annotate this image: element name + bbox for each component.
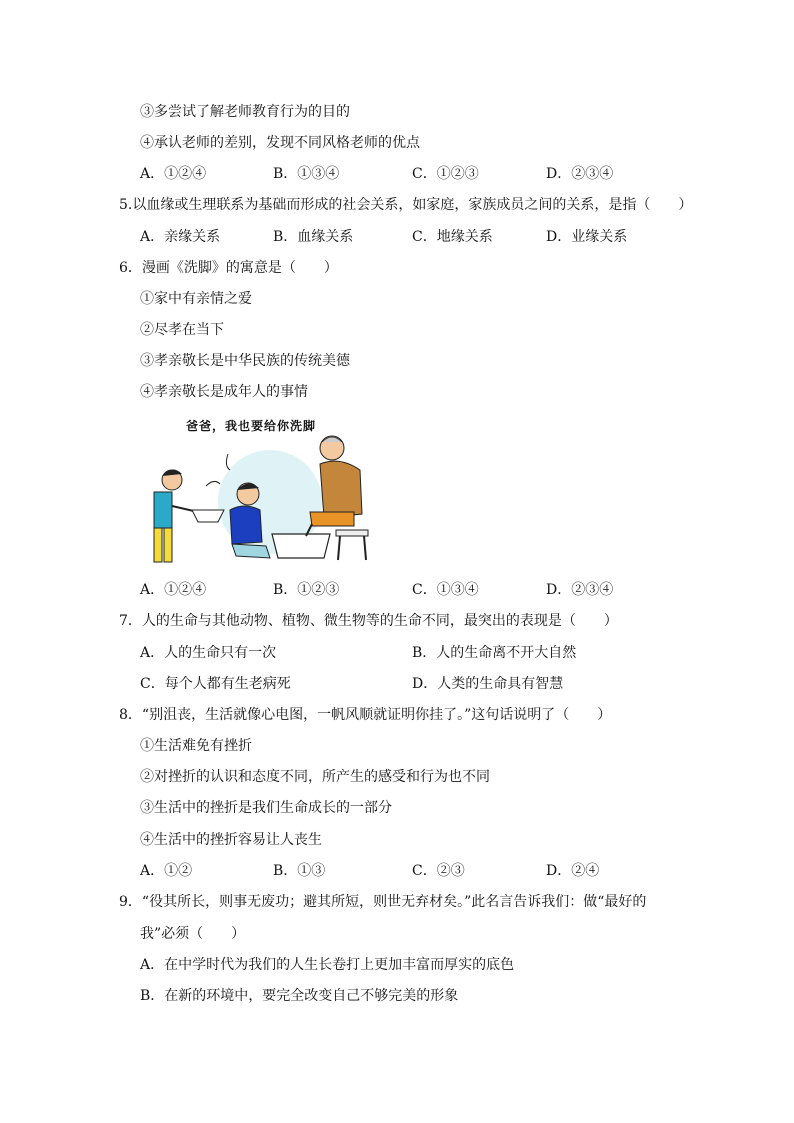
- q9-option-b: B．在新的环境中，要完全改变自己不够完美的形象: [140, 988, 459, 1004]
- q7-option-d: D．人类的生命具有智慧: [412, 676, 564, 692]
- q7-option-c: C．每个人都有生老病死: [140, 676, 291, 692]
- q6-statement-1: ①家中有亲情之爱: [140, 291, 252, 307]
- q6-option-c: C．①③④: [412, 582, 479, 598]
- q8-stem: 8．“别沮丧，生活就像心电图，一帆风顺就证明你挂了。”这句话说明了（ ）: [119, 707, 612, 723]
- q4-option-b: B．①③④: [273, 166, 340, 182]
- q8-statement-4: ④生活中的挫折容易让人丧生: [140, 832, 322, 848]
- cartoon-caption: 爸爸，我也要给你洗脚: [186, 419, 317, 433]
- q7-option-a: A．人的生命只有一次: [140, 645, 277, 661]
- q4-statement-4: ④承认老师的差别，发现不同风格老师的优点: [140, 135, 420, 151]
- q8-option-b: B．①③: [273, 863, 326, 879]
- q4-option-d: D．②③④: [546, 166, 614, 182]
- q8-statement-1: ①生活难免有挫折: [140, 738, 252, 754]
- q6-statement-2: ②尽孝在当下: [140, 322, 224, 338]
- q6-stem: 6．漫画《洗脚》的寓意是（ ）: [119, 260, 338, 276]
- q7-option-b: B．人的生命离不开大自然: [412, 645, 577, 661]
- q5-option-b: B．血缘关系: [273, 229, 354, 245]
- q9-option-a: A．在中学时代为我们的人生长卷打上更加丰富而厚实的底色: [140, 957, 515, 973]
- q4-option-a: A．①②④: [140, 166, 207, 182]
- q5-stem: 5.以血缘或生理联系为基础而形成的社会关系，如家庭，家族成员之间的关系，是指（ ）: [119, 197, 693, 213]
- q6-statement-4: ④孝亲敬长是成年人的事情: [140, 384, 308, 400]
- q6-option-d: D．②③④: [546, 582, 614, 598]
- q8-option-a: A．①②: [140, 863, 193, 879]
- q8-statement-3: ③生活中的挫折是我们生命成长的一部分: [140, 800, 392, 816]
- washing-feet-cartoon: [140, 414, 380, 570]
- q9-stem-line-1: 9．“役其所长，则事无废功；避其所短，则世无弃材矣。”此名言告诉我们：做“最好的: [119, 894, 647, 910]
- q6-option-a: A．①②④: [140, 582, 207, 598]
- q5-option-c: C．地缘关系: [412, 229, 493, 245]
- q5-option-d: D．业缘关系: [546, 229, 628, 245]
- q4-statement-3: ③多尝试了解老师教育行为的目的: [140, 104, 350, 120]
- q8-option-c: C．②③: [412, 863, 465, 879]
- q9-stem-line-2: 我”必须（ ）: [140, 926, 246, 942]
- q4-option-c: C．①②③: [412, 166, 479, 182]
- q7-stem: 7．人的生命与其他动物、植物、微生物等的生命不同，最突出的表现是（ ）: [119, 613, 618, 629]
- q8-statement-2: ②对挫折的认识和态度不同，所产生的感受和行为也不同: [140, 769, 490, 785]
- q6-option-b: B．①②③: [273, 582, 340, 598]
- q8-option-d: D．②④: [546, 863, 600, 879]
- q6-statement-3: ③孝亲敬长是中华民族的传统美德: [140, 353, 350, 369]
- q5-option-a: A．亲缘关系: [140, 229, 221, 245]
